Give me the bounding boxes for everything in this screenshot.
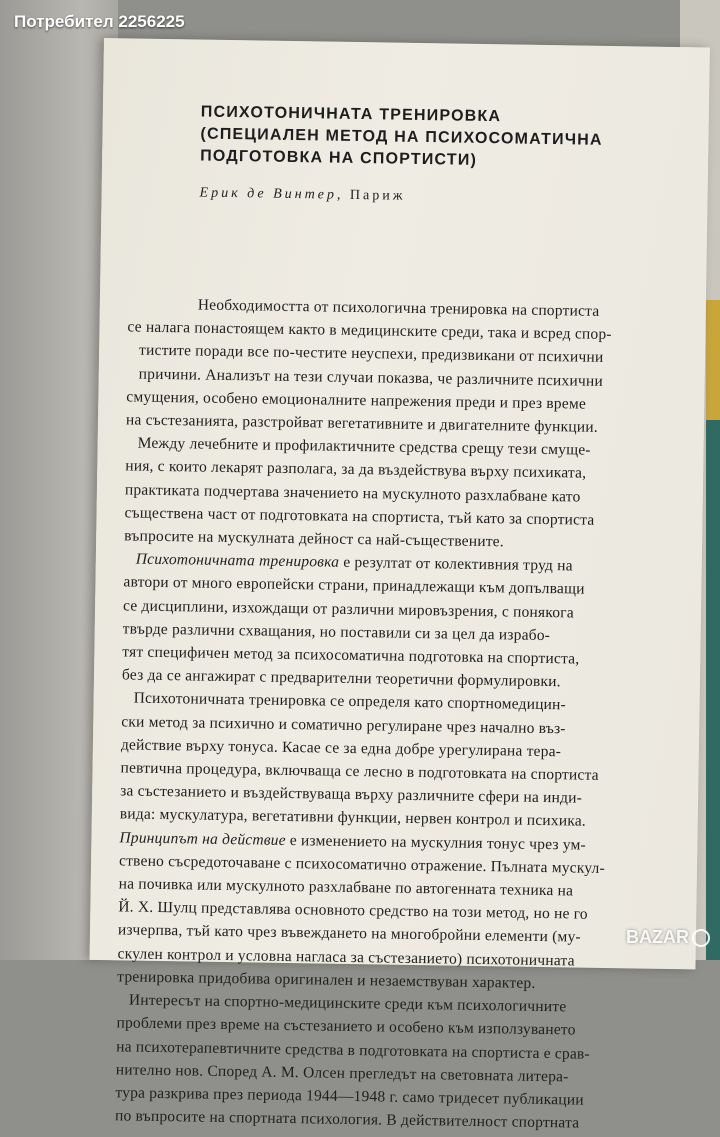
yellow-book-edge — [706, 300, 720, 420]
body-line: съществена част от подготовката на спортиста, тъй като за спортиста — [124, 504, 595, 529]
author-city: Париж — [349, 187, 406, 204]
book-page — [90, 38, 710, 1132]
user-label: Потребител 2256225 — [14, 12, 185, 31]
body-line: тренировка придобива оригинален и незаемствуван характер. — [117, 968, 536, 992]
body-line: Между лечебните и профилактичните средства срещу тези смуще- — [137, 434, 591, 459]
body-line: на психотерапевтичните средства в подготовката на спортиста е срав- — [116, 1037, 591, 1063]
body-line: по въпросите на спортната психология. В действителност спортната — [114, 1107, 580, 1132]
body-line: ния, с които лекарят разполага, за да въздействува върху психиката, — [125, 457, 587, 483]
body-line: Принципът на действие е изменението на мускулния тонус чрез ум- — [119, 829, 587, 854]
body-line: причини. Анализът на тези случаи показва, че различните психични — [138, 365, 604, 390]
body-line: за състезанието и въздействуваща върху различните сфери на инди- — [120, 782, 583, 807]
body-line: твърде различни схващания, но поставили си за цел да израбо- — [122, 620, 551, 644]
body-line: ствено съсредоточаване с психосоматично отражение. Пълната мускул- — [118, 852, 606, 877]
title-line: (СПЕЦИАЛЕН МЕТОД НА ПСИХОСОМАТИЧНА — [200, 125, 603, 149]
body-line: на почивка или мускулното разхлабване по автогенната техника на — [118, 875, 574, 900]
body-line: Необходимостта от психологична тренировка на спортиста — [197, 296, 600, 320]
title-line: ПОДГОТОВКА НА СПОРТИСТИ) — [200, 147, 478, 169]
body-line: нително нов. Според А. М. Олсен прегледът на световната литера- — [115, 1061, 569, 1086]
body-line: се дисциплини, изхождащи от различни мировъзрения, с понякога — [122, 597, 574, 622]
author-line: Ерик де Винтер, Париж — [199, 185, 406, 204]
body-line: тистите поради все по-честите неуспехи, предизвикани от психични — [138, 341, 604, 367]
body-line: вида: мускулатура, вегетативни функции, нервен контрол и психика. — [119, 805, 587, 831]
body-line: проблеми през време на състезанието и особено към използуването — [116, 1014, 576, 1039]
body-line: Интересът на спортно-медицинските среди към психологичните — [128, 991, 567, 1016]
bazar-logo-icon — [692, 929, 710, 947]
article-title — [200, 102, 671, 175]
body-line: без да се ангажират с предварителни теоретични формулировки. — [121, 666, 561, 691]
article-body — [115, 292, 688, 1136]
body-line: практиката подчертава значението на мускулното разхлабване като — [124, 481, 581, 506]
body-line: на състезанията, разстройват вегетативните и двигателните функции. — [125, 411, 598, 436]
body-line: въпросите на мускулната дейност са най-съществените. — [124, 527, 505, 551]
watermark-text: BAZAR — [626, 927, 689, 947]
body-line: Й. Х. Шулц представлява основното средство на този метод, но не го — [118, 898, 588, 923]
body-line: ски метод за психично и соматично регулиране чрез начално въз- — [121, 713, 566, 737]
body-line: автори от много европейски страни, принадлежащи към допълващи — [123, 573, 585, 599]
body-line: скулен контрол и условна нагласа за състезанието) психотоничната — [117, 945, 575, 970]
body-line: изчерпва, тъй като чрез въвеждането на многобройни елементи (му- — [117, 921, 581, 947]
body-line: тура разкрива през периода 1944—1948 г. само тридесет публикации — [115, 1084, 584, 1109]
body-line: действие върху тонуса. Касае се за една добре урегулирана тера- — [120, 736, 562, 761]
green-book-edge — [706, 420, 720, 960]
body-line: Психотоничната тренировка се определя като спортномедицин- — [133, 690, 567, 714]
body-line: смущения, особено емоционалните напрежения преди и през време — [126, 388, 587, 413]
body-line: певтична процедура, включваща се лесно в подготовката на спортиста — [120, 759, 599, 784]
watermark — [626, 927, 710, 948]
author-name: Ерик де Винтер — [199, 185, 338, 203]
body-line: тят специфичен метод за психосоматична подготовка на спортиста, — [122, 643, 580, 668]
title-line: ПСИХОТОНИЧНАТА ТРЕНИРОВКА — [200, 103, 502, 126]
body-line: Психотоничната тренировка е резултат от колективния труд на — [135, 550, 573, 575]
body-line: се налага понастоящем както в медицинските среди, така и всред спор- — [127, 318, 612, 344]
